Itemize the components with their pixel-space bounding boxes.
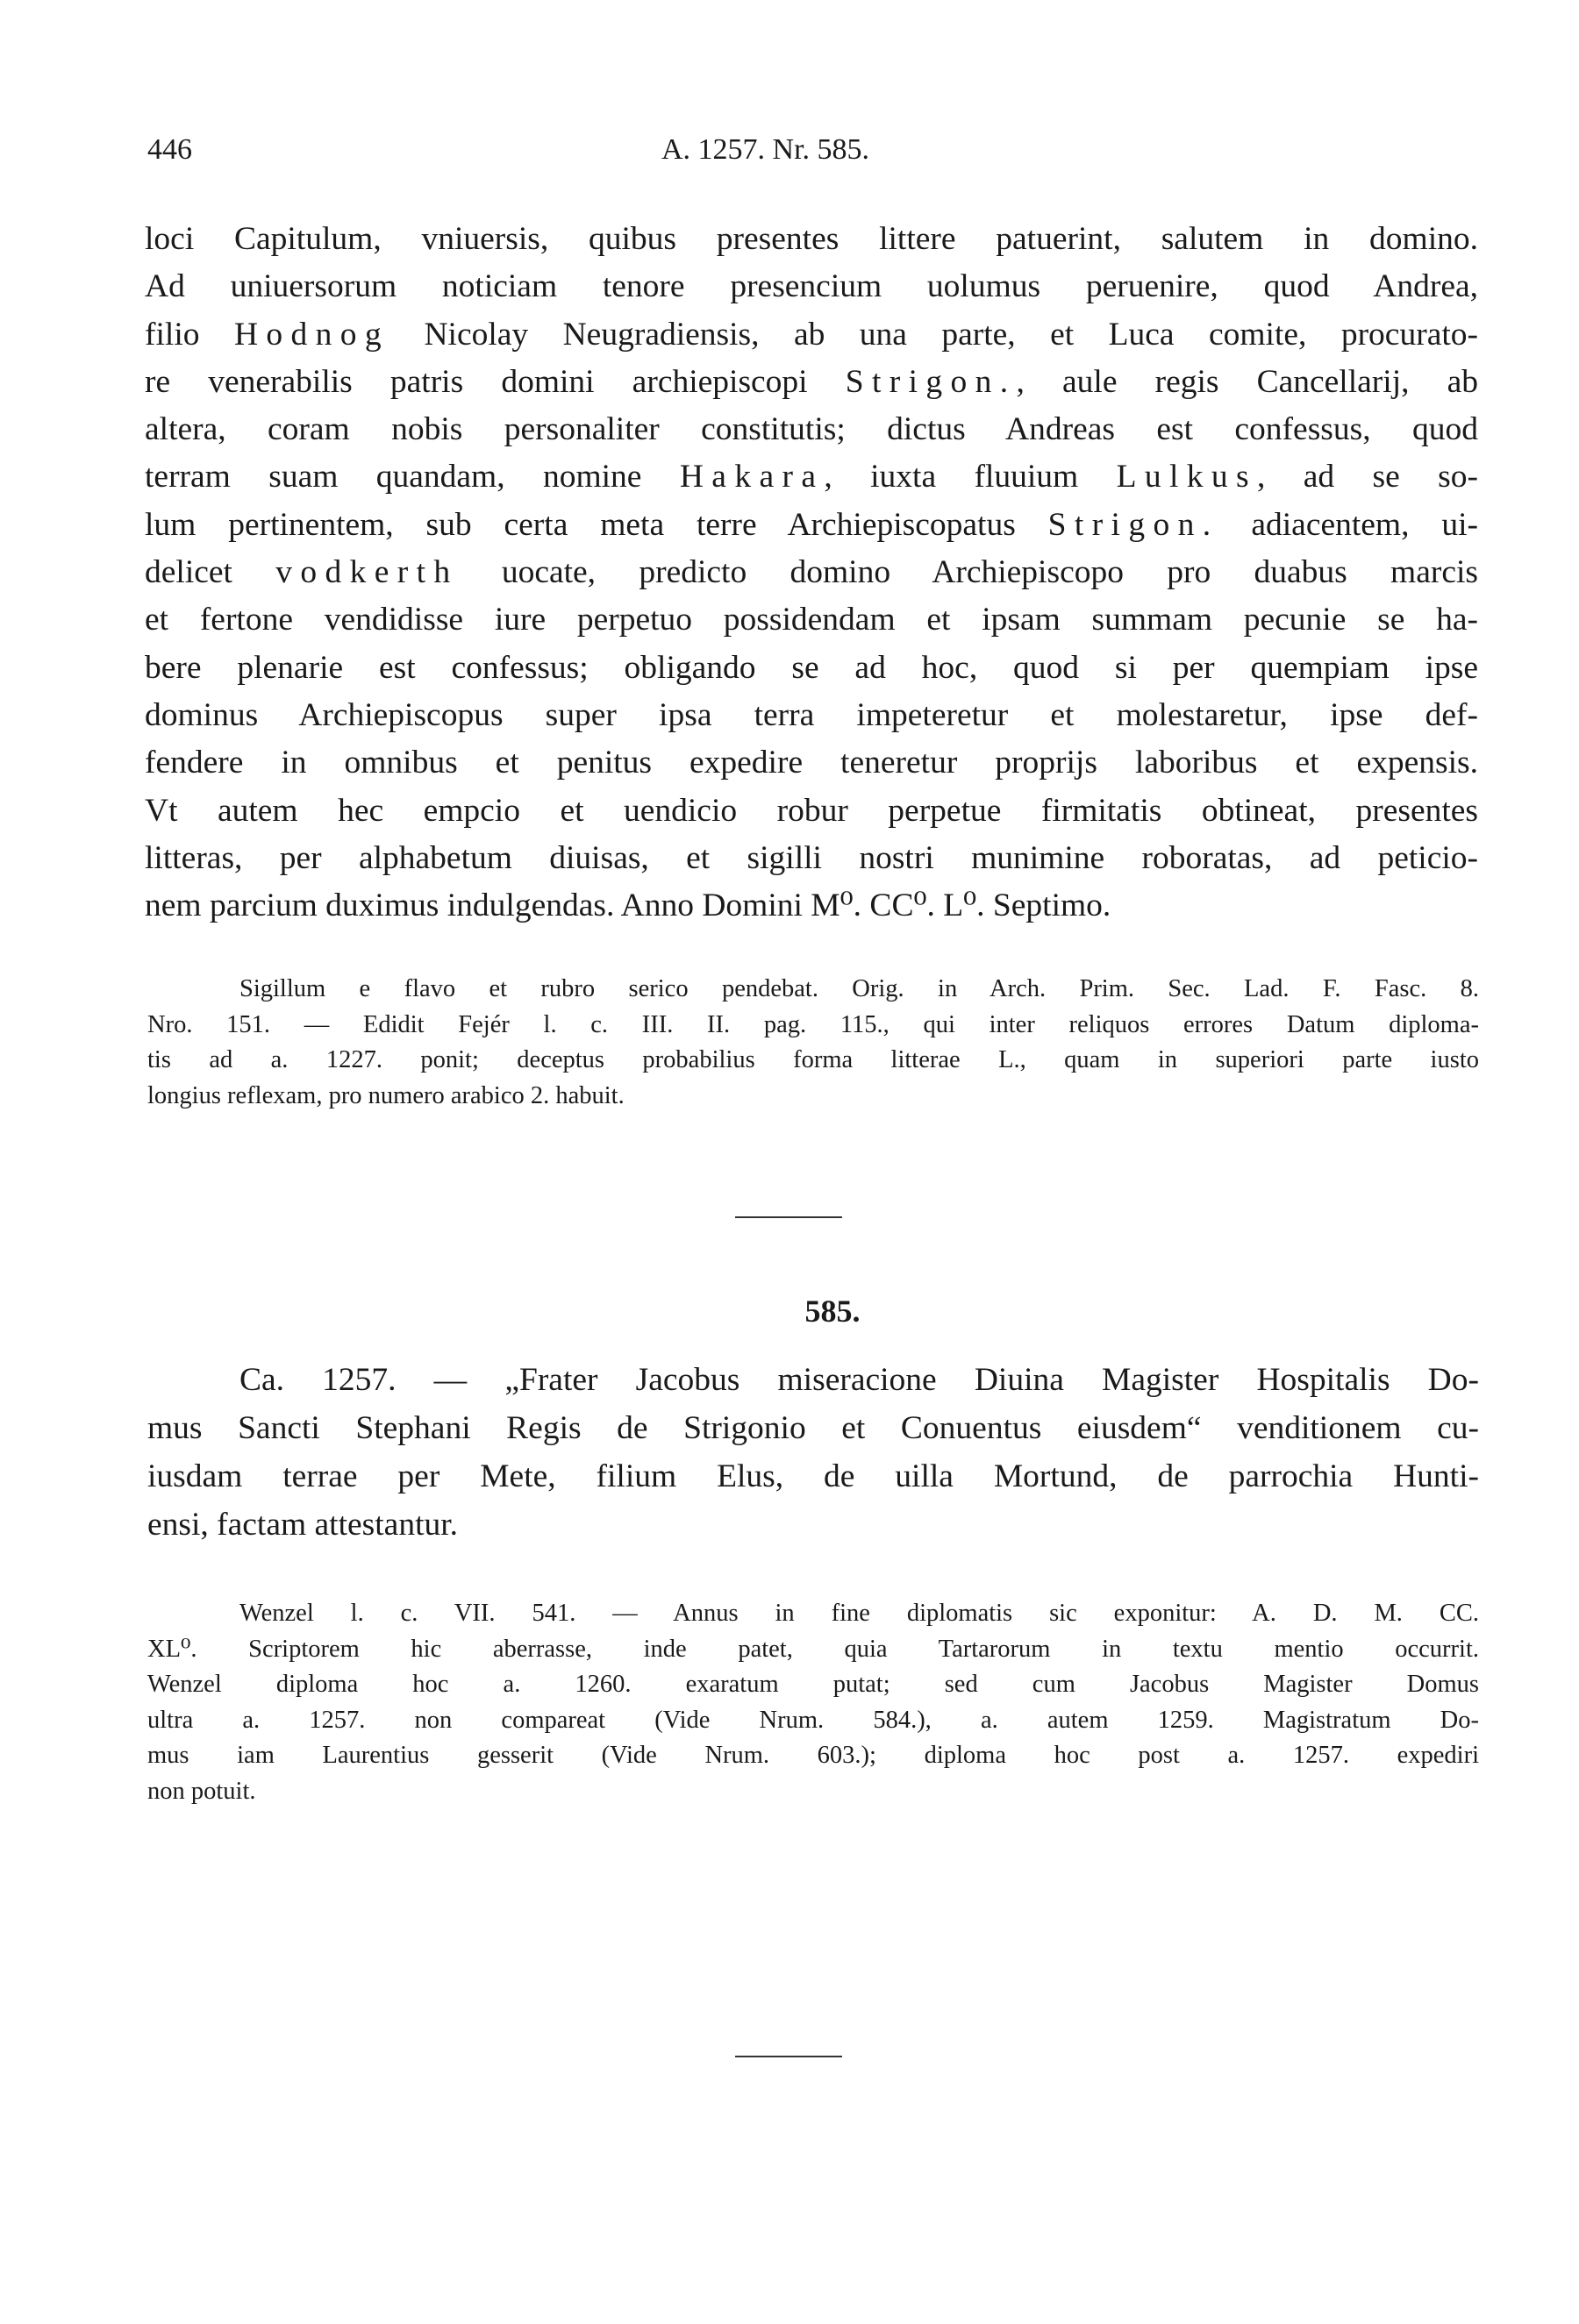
- footnote-wenzel: [147, 1596, 1479, 1809]
- charter-line: et fertone vendidisse iure perpetuo possidendam et ipsam summam pecunie se ha-: [145, 602, 1478, 638]
- page-header: [147, 133, 1481, 177]
- page-number: 446: [147, 133, 192, 166]
- regest-line: ensi, factam attestantur.: [147, 1507, 459, 1543]
- note-line: XL⁰. Scriptorem hic aberrasse, inde patet, quia Tartarorum in textu mentio occurrit.: [147, 1635, 1479, 1663]
- note-line: Sigillum e flavo et rubro serico pendebat. Orig. in Arch. Prim. Sec. Lad. F. Fasc. 8.: [239, 975, 1479, 1002]
- note-line: mus iam Laurentius gesserit (Vide Nrum. 603.); diploma hoc post a. 1257. expediri: [147, 1742, 1479, 1769]
- spaced-name: vodkerth: [275, 554, 459, 591]
- note-line: longius reflexam, pro numero arabico 2. habuit.: [147, 1081, 625, 1109]
- spaced-name: Strigon.: [845, 363, 1017, 400]
- charter-line: loci Capitulum, vniuersis, quibus presentes littere patuerint, salutem in domino.: [145, 221, 1478, 257]
- regest-text: [147, 1356, 1479, 1549]
- note-line: tis ad a. 1227. ponit; deceptus probabilius forma litterae L., quam in superiori parte iusto: [147, 1046, 1479, 1073]
- charter-line: nem parcium duximus indulgendas. Anno Domini M⁰. CC⁰. L⁰. Septimo.: [145, 888, 1111, 924]
- charter-line: filio Hodnog Nicolay Neugradiensis, ab una parte, et Luca comite, procurato-: [145, 316, 1478, 353]
- charter-line: dominus Archiepiscopus super ipsa terra impeteretur et molestaretur, ipse def-: [145, 696, 1478, 733]
- spaced-name: Hodnog: [233, 316, 390, 353]
- spaced-name: Strigon.: [1047, 506, 1219, 543]
- section-divider: [735, 1216, 842, 1218]
- note-line: Nro. 151. — Edidit Fejér l. c. III. II. pag. 115., qui inter reliquos errores Datum diploma-: [147, 1010, 1479, 1038]
- running-head: A. 1257. Nr. 585.: [661, 133, 870, 166]
- charter-line: Vt autem hec empcio et uendicio robur perpetue firmitatis obtineat, presentes: [145, 792, 1478, 829]
- spaced-name: Lulkus: [1116, 459, 1258, 495]
- charter-line: fendere in omnibus et penitus expedire teneretur proprijs laboribus et expensis.: [145, 745, 1478, 781]
- note-line: non potuit.: [147, 1777, 256, 1805]
- regest-line: mus Sancti Stephani Regis de Strigonio et Conuentus eiusdem“ venditionem cu-: [147, 1410, 1479, 1446]
- charter-line: re venerabilis patris domini archiepiscopi Strigon., aule regis Cancellarij, ab: [145, 363, 1478, 400]
- note-line: ultra a. 1257. non compareat (Vide Nrum. 584.), a. autem 1259. Magistratum Do-: [147, 1706, 1479, 1734]
- spaced-name: Hakara: [679, 459, 825, 495]
- note-line: Wenzel l. c. VII. 541. — Annus in fine diplomatis sic exponitur: A. D. M. CC.: [239, 1600, 1479, 1627]
- charter-line: altera, coram nobis personaliter constitutis; dictus Andreas est confessus, quod: [145, 411, 1478, 448]
- regest-line: Ca. 1257. — „Frater Jacobus miseracione Diuina Magister Hospitalis Do-: [239, 1362, 1479, 1398]
- charter-line: Ad uniuersorum noticiam tenore presencium uolumus peruenire, quod Andrea,: [145, 268, 1478, 305]
- regest-line: iusdam terrae per Mete, filium Elus, de uilla Mortund, de parrochia Hunti-: [147, 1458, 1479, 1494]
- charter-line: terram suam quandam, nomine Hakara, iuxta fluuium Lulkus, ad se so-: [145, 459, 1479, 495]
- charter-line: litteras, per alphabetum diuisas, et sigilli nostri munimine roboratas, ad peticio-: [145, 839, 1478, 876]
- charter-line: bere plenarie est confessus; obligando se ad hoc, quod si per quempiam ipse: [145, 649, 1478, 686]
- footnote-source: [147, 972, 1479, 1114]
- charter-line: lum pertinentem, sub certa meta terre Archiepiscopatus Strigon. adiacentem, ui-: [145, 506, 1478, 543]
- note-line: Wenzel diploma hoc a. 1260. exaratum putat; sed cum Jacobus Magister Domus: [147, 1671, 1479, 1698]
- charter-text: [145, 216, 1478, 930]
- document-number: 585.: [804, 1294, 861, 1329]
- charter-line: delicet vodkerth uocate, predicto domino Archiepiscopo pro duabus marcis: [145, 554, 1478, 591]
- end-divider: [735, 2056, 842, 2057]
